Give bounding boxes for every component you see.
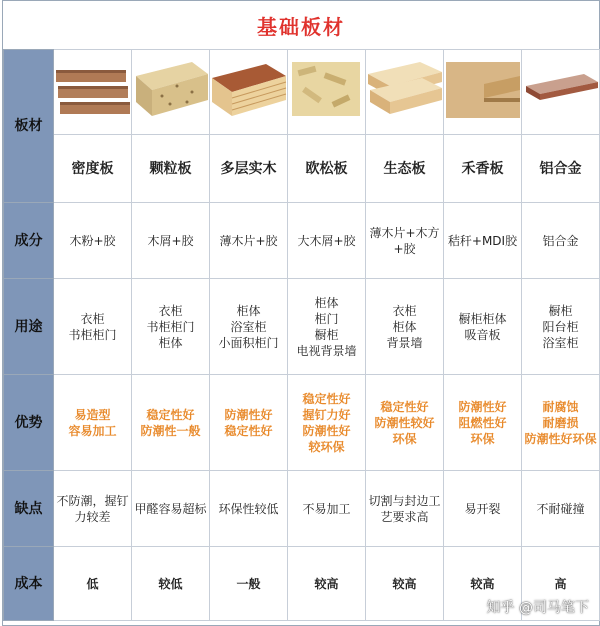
cost-cell: 较高 xyxy=(288,547,366,621)
disadvantage-cell: 不易加工 xyxy=(288,471,366,547)
row-header-cost: 成本 xyxy=(4,547,54,621)
aluminum-panel-icon xyxy=(522,56,600,122)
board-name: 禾香板 xyxy=(444,135,522,203)
comparison-sheet xyxy=(2,0,600,626)
image-row xyxy=(4,50,600,135)
usage-cell: 橱柜柜体 吸音板 xyxy=(444,279,522,375)
board-comparison-table xyxy=(3,49,600,621)
row-header-usage: 用途 xyxy=(4,279,54,375)
advantages-row xyxy=(4,375,600,471)
board-name: 多层实木 xyxy=(210,135,288,203)
board-name: 生态板 xyxy=(366,135,444,203)
disadvantage-cell: 不耐碰撞 xyxy=(522,471,600,547)
disadvantage-cell: 不防潮，握钉力较差 xyxy=(54,471,132,547)
straw-board-icon xyxy=(444,56,522,122)
advantage-cell: 稳定性好 防潮性较好 环保 xyxy=(366,375,444,471)
cost-cell: 低 xyxy=(54,547,132,621)
usage-cell: 衣柜 书柜柜门 柜体 xyxy=(132,279,210,375)
row-header-advantages: 优势 xyxy=(4,375,54,471)
advantage-cell: 易造型 容易加工 xyxy=(54,375,132,471)
board-name: 铝合金 xyxy=(522,135,600,203)
plywood-icon xyxy=(210,56,288,122)
board-name: 颗粒板 xyxy=(132,135,210,203)
board-name: 密度板 xyxy=(54,135,132,203)
advantage-cell: 稳定性好 防潮性一般 xyxy=(132,375,210,471)
composition-row xyxy=(4,203,600,279)
watermark: 知乎 @司马笔下 xyxy=(486,600,589,616)
usage-cell: 柜体 柜门 橱柜 电视背景墙 xyxy=(288,279,366,375)
composition-cell: 薄木片+胶 xyxy=(210,203,288,279)
cost-cell: 一般 xyxy=(210,547,288,621)
cost-cell: 较高 xyxy=(444,547,522,621)
advantage-cell: 防潮性好 稳定性好 xyxy=(210,375,288,471)
composition-cell: 木屑+胶 xyxy=(132,203,210,279)
usage-row xyxy=(4,279,600,375)
disadvantages-row xyxy=(4,471,600,547)
eco-board-icon xyxy=(366,56,444,122)
row-header-disadvantages: 缺点 xyxy=(4,471,54,547)
usage-cell: 柜体 浴室柜 小面积柜门 xyxy=(210,279,288,375)
cost-cell: 高 xyxy=(522,547,600,621)
usage-cell: 衣柜 柜体 背景墙 xyxy=(366,279,444,375)
cost-cell: 较高 xyxy=(366,547,444,621)
board-name: 欧松板 xyxy=(288,135,366,203)
cost-cell: 较低 xyxy=(132,547,210,621)
advantage-cell: 稳定性好 握钉力好 防潮性好 较环保 xyxy=(288,375,366,471)
advantage-cell: 防潮性好 阻燃性好 环保 xyxy=(444,375,522,471)
particle-board-icon xyxy=(132,56,210,122)
name-row xyxy=(4,135,600,203)
composition-cell: 大木屑+胶 xyxy=(288,203,366,279)
row-header-composition: 成分 xyxy=(4,203,54,279)
mdf-board-icon xyxy=(54,56,132,122)
disadvantage-cell: 易开裂 xyxy=(444,471,522,547)
row-header-material: 板材 xyxy=(4,50,54,203)
usage-cell: 衣柜 书柜柜门 xyxy=(54,279,132,375)
composition-cell: 薄木片+木方+胶 xyxy=(366,203,444,279)
composition-cell: 秸秆+MDI胶 xyxy=(444,203,522,279)
advantage-cell: 耐腐蚀 耐磨损 防潮性好环保 xyxy=(522,375,600,471)
disadvantage-cell: 环保性较低 xyxy=(210,471,288,547)
osb-board-icon xyxy=(288,56,366,122)
page-title: 基础板材 xyxy=(3,1,599,50)
disadvantage-cell: 甲醛容易超标 xyxy=(132,471,210,547)
composition-cell: 木粉+胶 xyxy=(54,203,132,279)
usage-cell: 橱柜 阳台柜 浴室柜 xyxy=(522,279,600,375)
composition-cell: 铝合金 xyxy=(522,203,600,279)
disadvantage-cell: 切割与封边工艺要求高 xyxy=(366,471,444,547)
